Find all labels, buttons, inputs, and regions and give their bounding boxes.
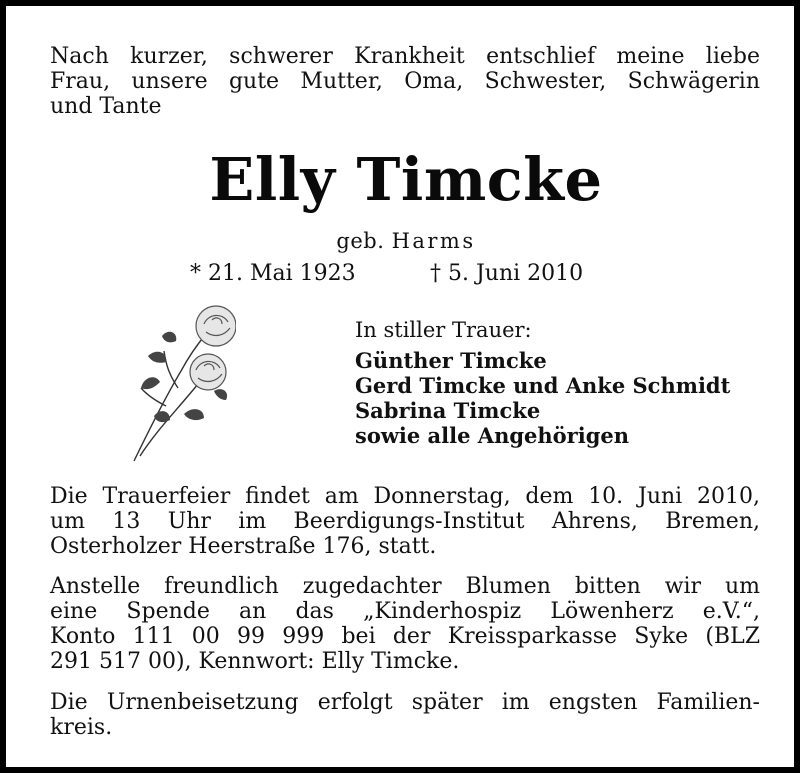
donation-line: eine Spende an das „Kinderhospiz Löwenherz e.V.“, <box>50 599 760 624</box>
mourner-name: Sabrina Timcke <box>355 398 541 423</box>
maiden-prefix: geb. <box>336 229 385 253</box>
urn-line: Die Urnenbeisetzung erfolgt später im engsten Familien- <box>50 690 760 715</box>
mourners-list <box>355 348 730 448</box>
maiden-name: Harms <box>391 229 476 253</box>
death-date: † 5. Juni 2010 <box>430 261 584 286</box>
mourner-name: sowie alle Angehörigen <box>355 423 630 448</box>
maiden-name-line <box>6 229 800 253</box>
intro-paragraph <box>50 44 760 119</box>
donation-line: Anstelle freundlich zugedachter Blumen bitten wir um <box>50 574 760 599</box>
intro-line: und Tante <box>50 94 162 119</box>
funeral-line: Osterholzer Heerstraße 176, statt. <box>50 534 437 559</box>
mourner-name: Gerd Timcke und Anke Schmidt <box>355 373 731 398</box>
donation-line: 291 517 00), Kennwort: Elly Timcke. <box>50 649 460 674</box>
deceased-name: Elly Timcke <box>209 145 603 214</box>
intro-line: Nach kurzer, schwerer Krankheit entschlief meine liebe <box>50 44 760 69</box>
mourning-intro: In stiller Trauer: <box>355 318 532 342</box>
mourner-name: Günther Timcke <box>355 348 547 373</box>
urn-burial-paragraph <box>50 690 760 740</box>
donation-paragraph <box>50 574 760 674</box>
donation-line: Konto 111 00 99 999 bei der Kreissparkasse Syke (BLZ <box>50 624 760 649</box>
intro-line: Frau, unsere gute Mutter, Oma, Schwester, Schwägerin <box>50 69 760 94</box>
funeral-line: um 13 Uhr im Beerdigungs-Institut Ahrens, Bremen, <box>50 509 760 534</box>
rose-illustration-icon <box>126 296 236 466</box>
funeral-line: Die Trauerfeier findet am Donnerstag, dem 10. Juni 2010, <box>50 484 760 509</box>
urn-line: kreis. <box>50 715 113 740</box>
funeral-paragraph <box>50 484 760 559</box>
birth-date: * 21. Mai 1923 <box>190 261 356 286</box>
